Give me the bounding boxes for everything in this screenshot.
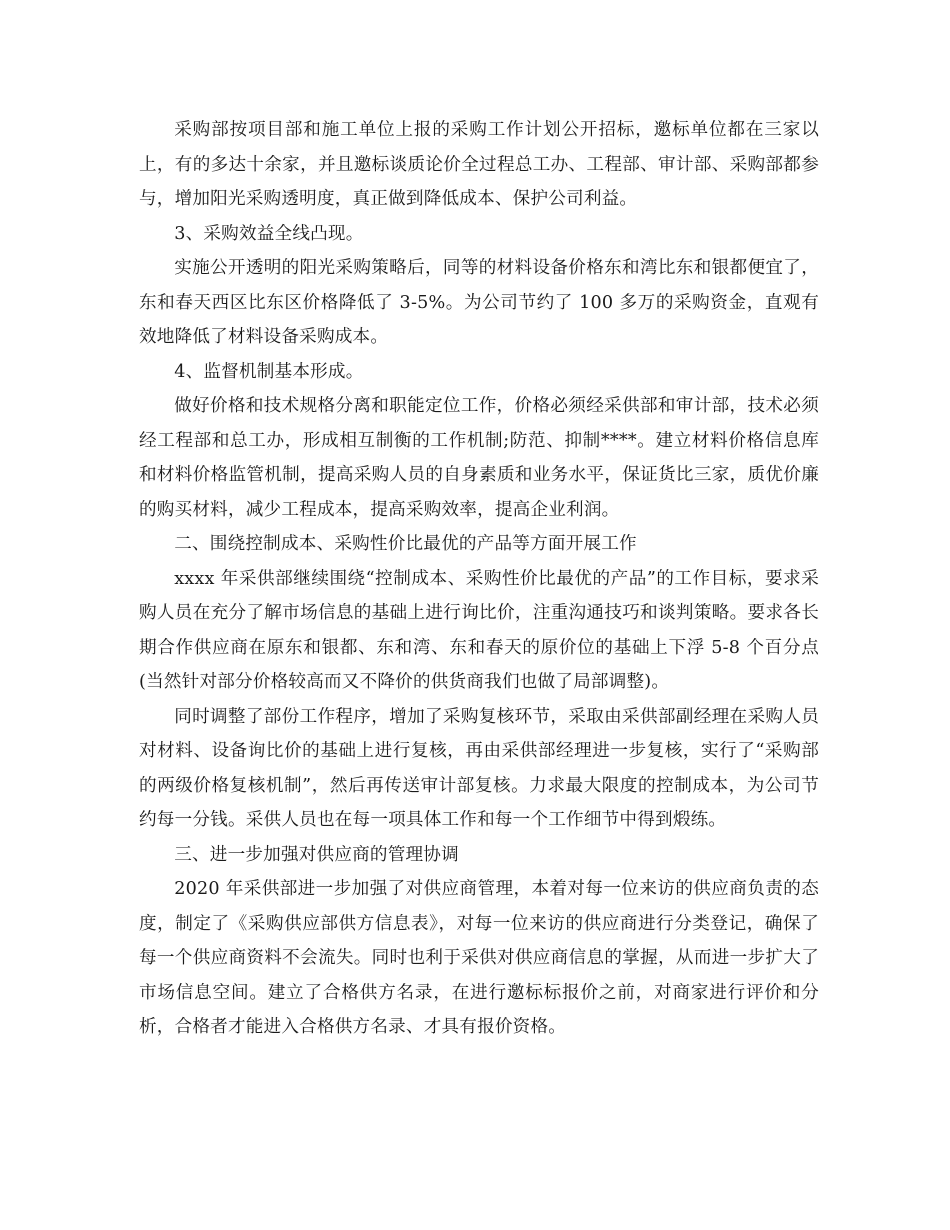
paragraph: 实施公开透明的阳光采购策略后，同等的材料设备价格东和湾比东和银都便宜了，东和春天西区比东区价格降低了 3-5%。为公司节约了 100 多万的采购资金，直观有效地降低了材料设备采购成本。 [139,258,819,347]
paragraph: 同时调整了部份工作程序，增加了采购复核环节，采取由采供部副经理在采购人员对材料、设备询比价的基础上进行复核，再由采供部经理进一步复核，实行了“采购部的两级价格复核机制”，然后再传送审计部复核。力求最大限度的控制成本，为公司节约每一分钱。采供人员也在每一项具体工作和每一个工作细节中得到煅练。 [139,706,819,830]
paragraph: 采购部按项目部和施工单位上报的采购工作计划公开招标，邀标单位都在三家以上，有的多达十余家，并且邀标谈质论价全过程总工办、工程部、审计部、采购部都参与，增加阳光采购透明度，真正做到降低成本、保护公司利益。 [139,120,819,209]
section-heading: 4、监督机制基本形成。 [174,361,364,382]
paragraph: xxxx 年采供部继续围绕“控制成本、采购性价比最优的产品”的工作目标，要求采购人员在充分了解市场信息的基础上进行询比价，注重沟通技巧和谈判策略。要求各长期合作供应商在原东和银都、东和湾、东和春天的原价位的基础上下浮 5-8 个百分点(当然针对部分价格较高而又不降价的供货商我们也做了局部调整)。 [139,568,819,692]
document-body [139,113,819,1045]
section-heading: 3、采购效益全线凸现。 [174,223,364,244]
paragraph: 2020 年采供部进一步加强了对供应商管理，本着对每一位来访的供应商负责的态度，制定了《采购供应部供方信息表》，对每一位来访的供应商进行分类登记，确保了每一个供应商资料不会流失。同时也利于采供对供应商信息的掌握，从而进一步扩大了市场信息空间。建立了合格供方名录，在进行邀标标报价之前，对商家进行评价和分析，合格者才能进入合格供方名录、才具有报价资格。 [139,879,819,1037]
section-heading: 三、进一步加强对供应商的管理协调 [174,844,459,865]
section-heading: 二、围绕控制成本、采购性价比最优的产品等方面开展工作 [174,534,637,554]
paragraph: 做好价格和技术规格分离和职能定位工作，价格必须经采供部和审计部，技术必须经工程部和总工办，形成相互制衡的工作机制;防范、抑制****。建立材料价格信息库和材料价格监管机制，提高采购人员的自身素质和业务水平，保证货比三家，质优价廉的购买材料，减少工程成本，提高采购效率，提高企业利润。 [139,396,819,520]
